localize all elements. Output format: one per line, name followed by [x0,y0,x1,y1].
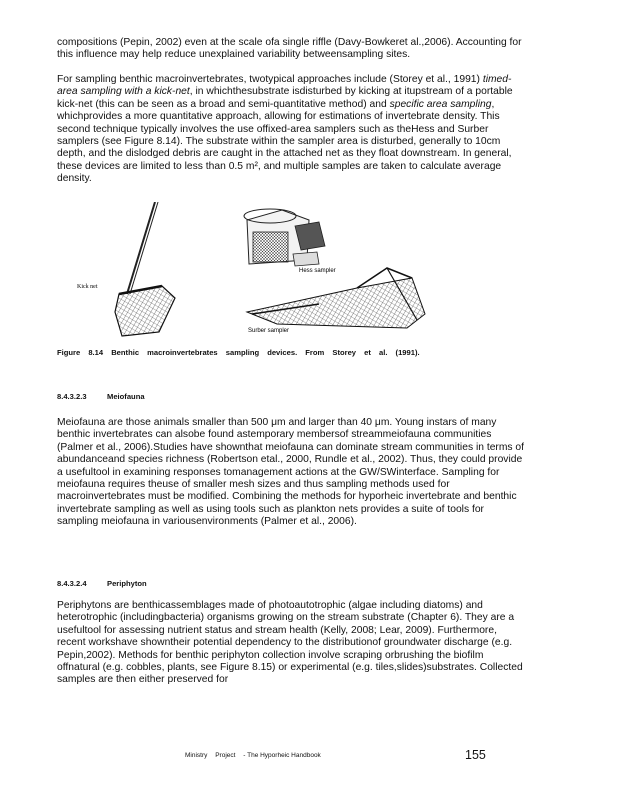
p2-italic-specific: specific area sampling [389,98,492,110]
section-number: 8.4.3.2.4 [57,579,87,588]
hess-sampler-drawing [244,209,325,266]
section-title: Meiofauna [107,392,145,401]
section-number: 8.4.3.2.3 [57,392,87,401]
footer-title: - The Hyporheic Handbook [243,752,321,759]
paragraph-meiofauna: Meiofauna are those animals smaller than 500 μm and larger than 40 μm. Young instars of many benthic invertebrates can alsobe found astemporary membersof streammeiofauna communities (Palmer et al., 2006).Studies have shownthat meiofauna can dominate stream communities in terms of abundanceand species richness (Robertson etal., 2000, Rundle et al., 2002). Thus, they could provide a usefultool in examining responses tomanagement actions at the GW/SWinterface. Sampling for meiofauna requires theuse of smaller mesh sizes and thus sampling methods used for macroinvertebrates must be modified. Combining the methods for hyporheic invertebrate and benthic invertebrate sampling as well as using tools such as plankton nets provides a suite of tools for sampling meiofauna in variousenvironments (Palmer et al., 2006). [57,417,525,528]
hess-sampler-label: Hess sampler [299,268,336,274]
surber-sampler-label: Surber sampler [248,328,290,334]
section-heading-meiofauna [57,392,145,401]
page-number: 155 [465,748,486,762]
footer-ministry: Ministry [185,752,208,759]
sampling-devices-figure [57,202,477,337]
p2-text-e: , whichprovides a more quantitative approach, allowing for estimations of invertebrate density. This second technique typically involves the use offixed-area samplers such as theHess and Surber samplers (see Figure 8.14). The substrate within the sampler area is disturbed, generally to 10cm depth, and the dislodged debris are caught in the attached net as they float downstream. In general, these devices are limited to less than 0.5 m², and multiple samples are taken to calculate average density. [57,98,512,185]
footer-project: Project [215,752,236,759]
surber-sampler-drawing [247,268,425,328]
kick-net-drawing [115,202,175,336]
figure-caption: Figure 8.14 Benthic macroinvertebrates sampling devices. From Storey et al. (1991). [57,348,420,357]
paragraph-periphyton: Periphytons are benthicassemblages made of photoautotrophic (algae including diatoms) and heterotrophic (includingbacteria) organisms growing on the stream substrate (Chapter 6). They are a usefultool for assessing nutrient status and stream health (Kelly, 2008; Lear, 2009). Furthermore, recent workshave showntheir potential dependency to the distributionof groundwater discharge (e.g. Pepin,2002). Methods for benthic periphyton collection involve scraping orbrushing the biofilm offnatural (e.g. cobbles, plants, see Figure 8.15) or experimental (e.g. tiles,slides)substrates. Collected samples are then either preserved for [57,600,523,686]
section-title: Periphyton [107,579,147,588]
p2-text-c: , in whichthesubstrate isdisturbed by kicking at itupstream of a portable kick-net (this can be seen as a broad and semi-quantitative method) and [57,86,513,110]
section-heading-periphyton [57,579,147,588]
paragraph-compositions: compositions (Pepin, 2002) even at the scale ofa single riffle (Davy-Bowkeret al.,2006). Accounting for this influence may help reduce unexplained variability betweensampling sites. [57,37,522,61]
page-footer [185,752,327,759]
kick-net-label: Kick net [77,284,98,290]
p2-text-a: For sampling benthic macroinvertebrates, twotypical approaches include (Storey et al., 1991) [57,74,483,85]
paragraph-benthic-sampling [57,74,527,186]
p2-italic-timed: timed-area sampling with a kick-net [57,74,512,98]
